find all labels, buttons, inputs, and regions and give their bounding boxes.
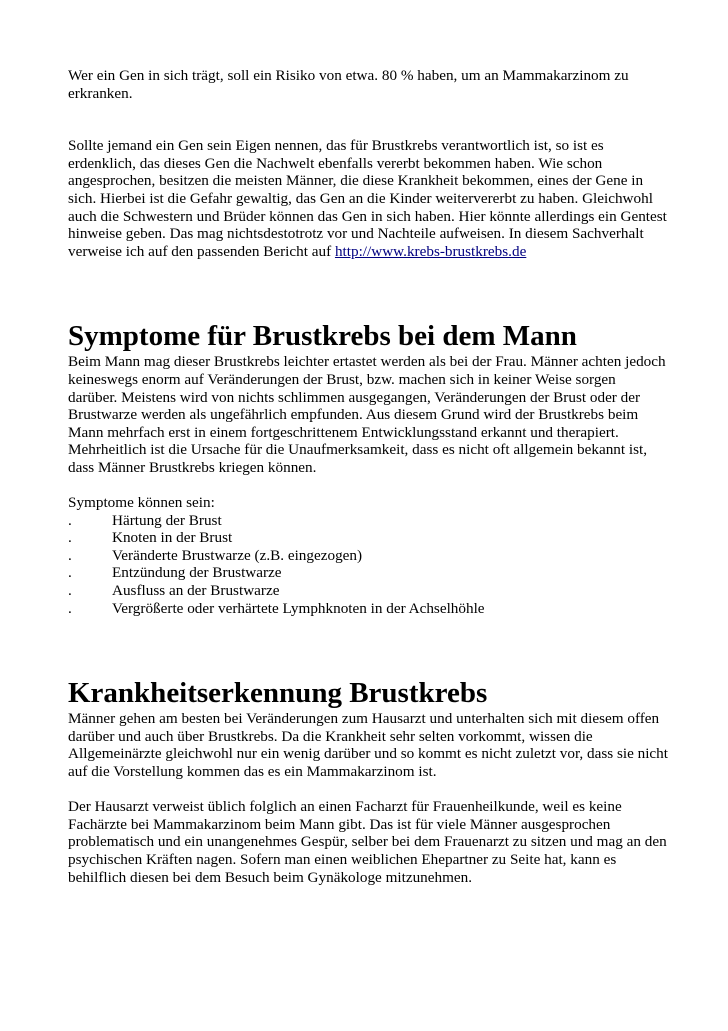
list-bullet: . <box>68 599 72 617</box>
symptoms-list-intro: Symptome können sein: <box>68 494 215 512</box>
list-item <box>68 582 668 600</box>
list-bullet: . <box>68 511 72 529</box>
intro-paragraph-1: Wer ein Gen in sich trägt, soll ein Risiko von etwa. 80 % haben, um an Mammakarzinom zu erkranken. <box>68 67 629 102</box>
list-bullet: . <box>68 529 72 547</box>
list-item-text: Entzündung der Brustwarze <box>112 564 282 582</box>
list-bullet: . <box>68 582 72 600</box>
list-item-text: Ausfluss an der Brustwarze <box>112 582 280 600</box>
list-bullet: . <box>68 546 72 564</box>
document-page <box>68 67 668 886</box>
symptoms-paragraph: Beim Mann mag dieser Brustkrebs leichter ertastet werden als bei der Frau. Männer achten jedoch keineswegs enorm auf Veränderungen der Brust, bzw. machen sich in keiner Weise sorgen darüber. Meistens wird von nichts schlimmen ausgegangen, Veränderungen der Brust oder der Brustwarze werden als ungefährlich empfunden. Aus diesem Grund wird der Brustkrebs beim Mann mehrfach erst in einem fortgeschrittenem Entwicklungsstand erkannt und therapiert. Mehrheitlich ist die Ursache für die Unaufmerksamkeit, dass es nicht oft allgemein bekannt ist, dass Männer Brustkrebs kriegen können. <box>68 353 666 476</box>
list-item <box>68 529 668 547</box>
list-item <box>68 547 668 565</box>
section-title-diagnosis: Krankheitserkennung Brustkrebs <box>68 677 488 710</box>
diagnosis-paragraph-1: Männer gehen am besten bei Veränderungen zum Hausarzt und unterhalten sich mit diesem offen darüber und auch über Brustkrebs. Da die Krankheit sehr selten vorkommt, wissen die Allgemeinärzte gleichwohl nur ein wenig darüber und so kommt es nicht zuletzt vor, dass sie nicht auf die Vorstellung kommen das es ein Mammakarzinom ist. <box>68 710 668 781</box>
list-item-text: Knoten in der Brust <box>112 529 233 547</box>
symptoms-list <box>68 512 668 618</box>
list-item-text: Veränderte Brustwarze (z.B. eingezogen) <box>112 546 363 564</box>
list-item-text: Härtung der Brust <box>112 511 222 529</box>
section-title-symptoms: Symptome für Brustkrebs bei dem Mann <box>68 320 577 353</box>
list-bullet: . <box>68 564 72 582</box>
diagnosis-paragraph-2: Der Hausarzt verweist üblich folglich an einen Facharzt für Frauenheilkunde, weil es keine Fachärzte bei Mammakarzinom beim Mann gibt. Das ist für viele Männer ausgesprochen problematisch und ein unangenehmes Gespür, selber bei dem Frauenarzt zu sitzen und mag an den psychischen Kräften nagen. Sofern man einen weiblichen Ehepartner zu Seite hat, kann es behilflich diesen bei dem Besuch beim Gynäkologe mitzunehmen. <box>68 798 667 886</box>
list-item <box>68 600 668 618</box>
list-item-text: Vergrößerte oder verhärtete Lymphknoten in der Achselhöhle <box>112 599 485 617</box>
list-item <box>68 564 668 582</box>
krebs-brustkrebs-link[interactable]: http://www.krebs-brustkrebs.de <box>334 242 527 260</box>
intro-paragraph-2 <box>68 137 668 260</box>
list-item <box>68 512 668 530</box>
intro-paragraph-2-text: Sollte jemand ein Gen sein Eigen nennen, das für Brustkrebs verantwortlich ist, so ist es erdenklich, das dieses Gen die Nachwelt ebenfalls vererbt bekommen haben. Wie schon angesprochen, besitzen die meisten Männer, die diese Krankheit bekommen, eines der Gene in sich. Hierbei ist die Gefahr gewaltig, das Gen an die Kinder weitervererbt zu haben. Gleichwohl auch die Schwestern und Brüder können das Gen in sich haben. Hier könnte allerdings ein Gentest hinweise geben. Das mag nichtsdestotrotz vor und Nachteile aufweisen. In diesem Sachverhalt verweise ich auf den passenden Bericht auf <box>68 137 667 260</box>
